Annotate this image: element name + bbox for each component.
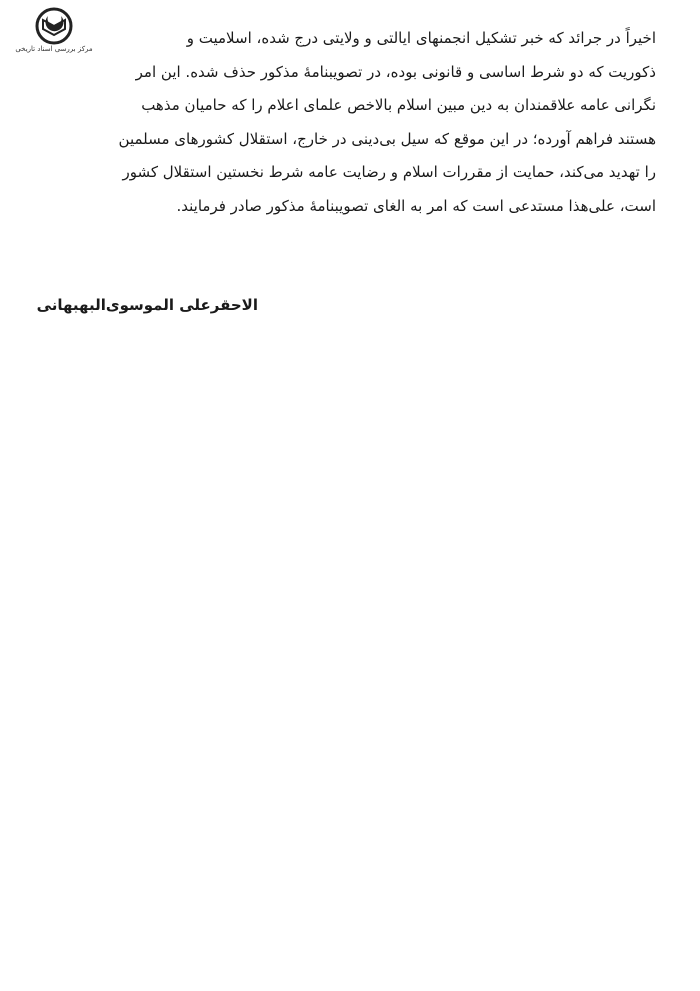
signature: الاحقرعلی الموسوی‌البهبهانی <box>36 296 258 314</box>
crescent-book-icon <box>34 6 74 46</box>
logo-caption: مرکز بررسی اسناد تاریخی <box>15 45 93 53</box>
text-line: ذکوریت که دو شرط اساسی و قانونی بوده، در تصویبنامهٔ مذکور حذف شده. این امر <box>135 62 656 81</box>
text-line: اخیراً در جرائد که خبر تشکیل انجمنهای ایالتی و ولایتی درج شده، اسلامیت و <box>186 29 656 47</box>
text-line: نگرانی عامه علاقمندان به دین مبین اسلام بالاخص علمای اعلام را که حامیان مذهب <box>141 96 656 114</box>
letter-paragraph <box>70 22 656 223</box>
text-line: است، علی‌هذا مستدعی است که امر به الغای تصویبنامهٔ مذکور صادر فرمایند. <box>176 196 656 215</box>
letter-body <box>70 22 656 223</box>
text-line: را تهدید می‌کند، حمایت از مقررات اسلام و رضایت عامه شرط نخستین استقلال کشور <box>122 163 656 181</box>
text-line: هستند فراهم آورده؛ در این موقع که سیل بی‌دینی در خارج، استقلال کشورهای مسلمین <box>118 129 656 148</box>
